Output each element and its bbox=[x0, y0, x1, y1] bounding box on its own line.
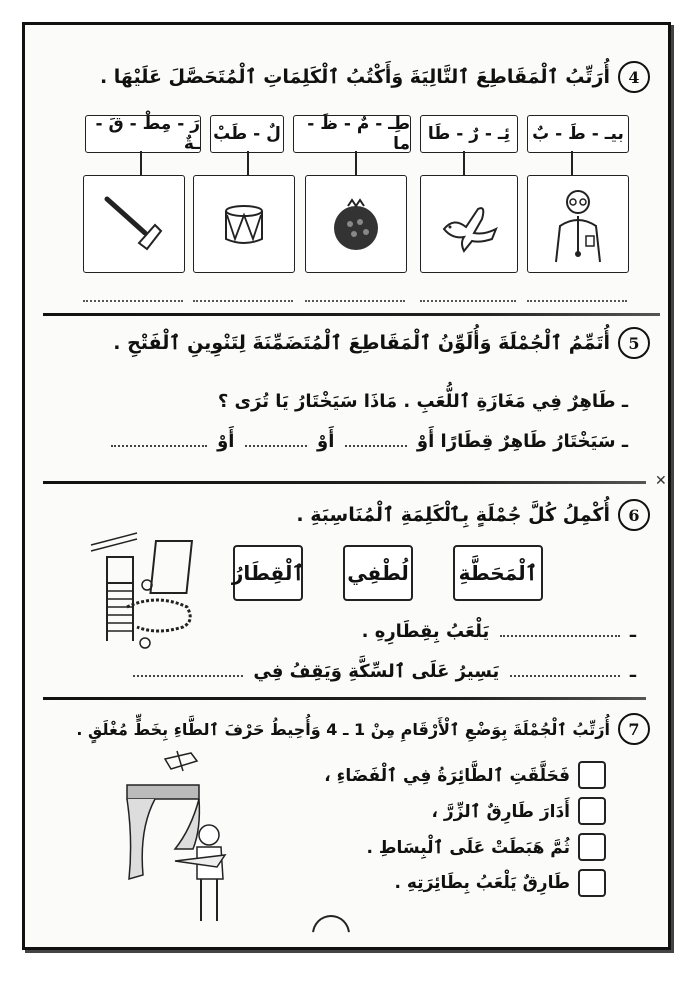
connector-line bbox=[355, 151, 357, 175]
q7-header bbox=[76, 713, 650, 745]
bird-icon bbox=[434, 189, 504, 259]
picture-pomegranate bbox=[305, 175, 407, 273]
order-item-1: فَحَلَّقَتِ ٱلطَّائِرَةُ فِي ٱلْفَضَاءِ ، bbox=[324, 761, 606, 789]
hammer-icon bbox=[99, 189, 169, 259]
q6-illustration bbox=[87, 531, 207, 661]
q7-number: 7 bbox=[618, 713, 650, 745]
margin-x-mark: ✕ bbox=[655, 473, 667, 489]
order-number-box[interactable] bbox=[578, 869, 606, 897]
order-item-4: طَارِقٌ يَلْعَبُ بِطَائِرَتِهِ . bbox=[395, 869, 607, 897]
q5-blank-3[interactable] bbox=[111, 444, 207, 447]
syllable-box-5: رَ - مِطْ - قَ - ـةٌ bbox=[85, 115, 201, 153]
answer-line-3[interactable] bbox=[305, 300, 405, 302]
q6-blank-3[interactable] bbox=[133, 674, 243, 677]
q7-instruction: أُرَتِّبُ ٱلْجُمْلَةَ بِوَضْعِ ٱلْأَرْقَامِ مِنْ 1 ـ 4 وَأُحِيطُ حَرْفَ ٱلطَّاءِ بِخَطٍّ مُغْلَقٍ . bbox=[76, 719, 610, 739]
q5-answer-sentence: ـ سَيَخْتَارُ طَاهِرٌ قِطَارًا أَوْ أَوْ أَوْ bbox=[107, 431, 628, 452]
q6-number: 6 bbox=[618, 499, 650, 531]
q5-prompt: ـ طَاهِرٌ فِي مَغَازَةِ ٱللُّعَبِ . مَاذَا سَيَخْتَارُ يَا تُرَى ؟ bbox=[217, 391, 628, 412]
section-divider bbox=[43, 481, 646, 484]
q4-header bbox=[100, 61, 650, 93]
syllable-box-3: طِـ - مٌ - ظَ - ما bbox=[293, 115, 411, 153]
q6-instruction: أُكْمِلُ كُلَّ جُمْلَةٍ بِٱلْكَلِمَةِ ٱلْمُنَاسِبَةِ . bbox=[296, 504, 610, 526]
doctor-icon bbox=[548, 184, 608, 264]
order-number-box[interactable] bbox=[578, 797, 606, 825]
connector-line bbox=[247, 151, 249, 175]
picture-hammer bbox=[83, 175, 185, 273]
q6-blank-2[interactable] bbox=[510, 674, 620, 677]
q7-illustration bbox=[105, 749, 245, 929]
q5-instruction: أُتَمِّمُ ٱلْجُمْلَةَ وَأُلَوِّنُ ٱلْمَقَاطِعَ ٱلْمُتَضَمِّنَةَ لِتَنْوِينِ ٱلْفَتْحِ . bbox=[113, 332, 610, 354]
syllable-box-1: بيـ - طَ - بٌ bbox=[527, 115, 629, 153]
picture-bird bbox=[420, 175, 518, 273]
q4-instruction: أُرَتِّبُ ٱلْمَقَاطِعَ ٱلتَّالِيَةَ وَأَكْتُبُ ٱلْكَلِمَاتِ ٱلْمُتَحَصَّلَ عَلَيْهَا . bbox=[99, 66, 610, 88]
connector-line bbox=[463, 151, 465, 175]
word-bank-item-1: ٱلْمَحَطَّةِ bbox=[453, 545, 543, 601]
order-item-3: ثُمَّ هَبَطَتْ عَلَى ٱلْبِسَاطِ . bbox=[366, 833, 606, 861]
picture-doctor bbox=[527, 175, 629, 273]
q5-blank-1[interactable] bbox=[345, 444, 407, 447]
section-divider bbox=[43, 313, 660, 316]
worksheet-page bbox=[22, 22, 671, 950]
boy-with-toy-airplane-icon bbox=[105, 749, 245, 929]
q6-header bbox=[296, 499, 650, 531]
syllable-box-4: لٌ - طَبْ bbox=[210, 115, 284, 153]
q6-sentence-2: ـ يَسِيرُ عَلَى ٱلسِّكَّةِ وَيَقِفُ فِي bbox=[129, 661, 636, 682]
q4-number: 4 bbox=[618, 61, 650, 93]
connector-line bbox=[140, 151, 142, 175]
q5-header bbox=[113, 327, 650, 359]
connector-line bbox=[571, 151, 573, 175]
answer-line-5[interactable] bbox=[83, 300, 183, 302]
word-bank-item-2: لُطْفِي bbox=[343, 545, 413, 601]
order-item-2: أَدَارَ طَارِقٌ ٱلزِّرَّ ، bbox=[432, 797, 606, 825]
order-number-box[interactable] bbox=[578, 833, 606, 861]
q6-blank-1[interactable] bbox=[500, 634, 620, 637]
q6-sentence-1: ـ يَلْعَبُ بِقِطَارِهِ . bbox=[361, 621, 636, 642]
answer-line-2[interactable] bbox=[420, 300, 516, 302]
syllable-box-2: ئِـ - رٌ - طَا bbox=[420, 115, 518, 153]
drum-icon bbox=[219, 199, 269, 249]
answer-line-4[interactable] bbox=[193, 300, 293, 302]
word-bank-item-3: ٱلْقِطَارُ bbox=[233, 545, 303, 601]
child-playing-with-toy-train-icon bbox=[87, 531, 207, 661]
q5-blank-2[interactable] bbox=[245, 444, 307, 447]
section-divider bbox=[43, 697, 646, 700]
page-number-circle bbox=[312, 915, 350, 953]
answer-line-1[interactable] bbox=[527, 300, 627, 302]
pomegranate-icon bbox=[326, 194, 386, 254]
picture-drum bbox=[193, 175, 295, 273]
q5-number: 5 bbox=[618, 327, 650, 359]
order-number-box[interactable] bbox=[578, 761, 606, 789]
